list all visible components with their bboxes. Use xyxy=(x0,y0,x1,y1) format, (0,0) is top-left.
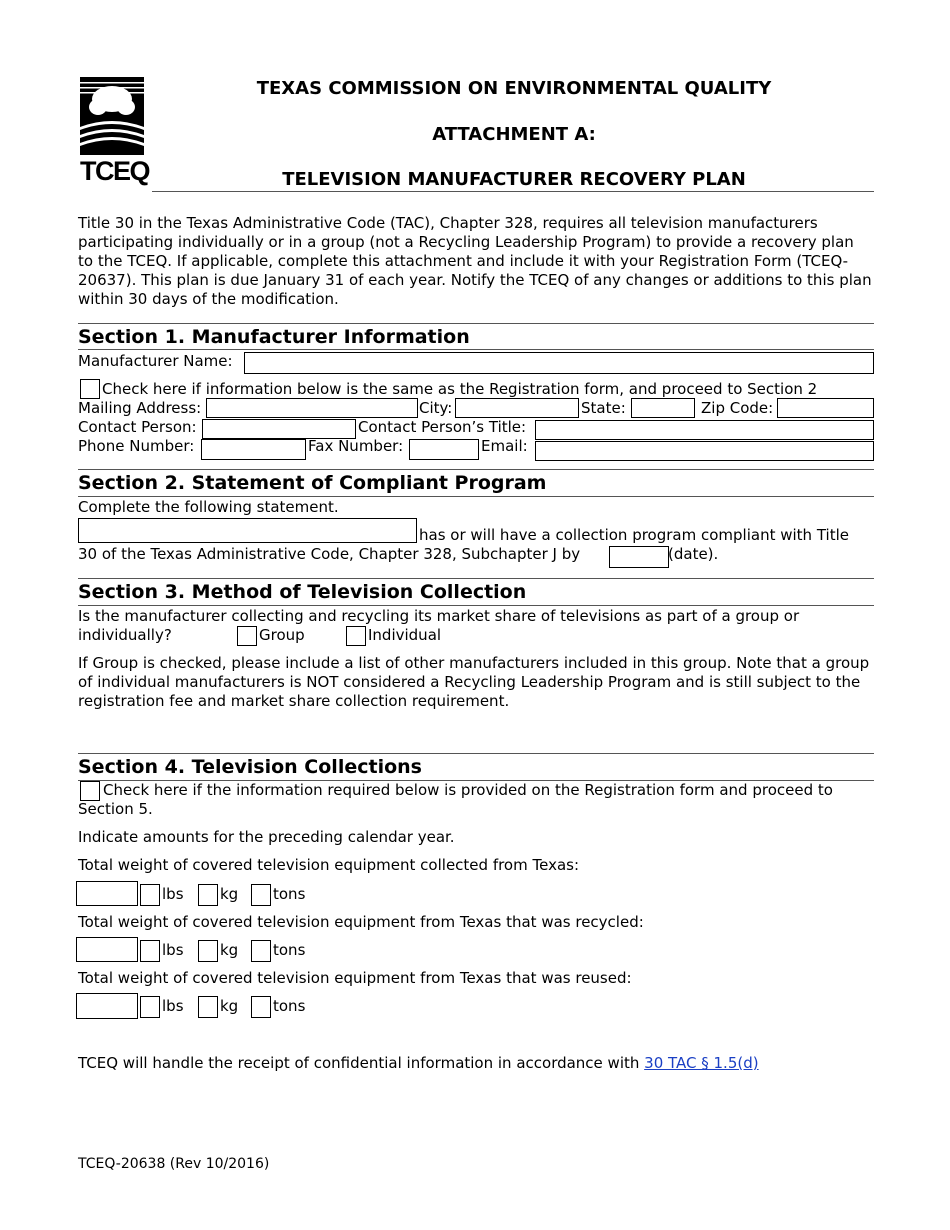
indicate-amounts-text: Indicate amounts for the preceding calendar year. xyxy=(78,828,455,846)
collected-kg-label: kg xyxy=(220,885,239,903)
section4-top-rule xyxy=(78,753,874,754)
section1-heading: Section 1. Manufacturer Information xyxy=(78,326,470,348)
recycled-kg-label: kg xyxy=(220,941,239,959)
mailing-address-label: Mailing Address: xyxy=(78,399,202,417)
reused-tons-label: tons xyxy=(273,997,306,1015)
collected-lbs-label: lbs xyxy=(162,885,184,903)
title-rule xyxy=(152,191,874,192)
phone-number-label: Phone Number: xyxy=(78,437,195,455)
form-id: TCEQ-20638 (Rev 10/2016) xyxy=(78,1156,270,1172)
agency-name: TEXAS COMMISSION ON ENVIRONMENTAL QUALITY xyxy=(256,78,772,99)
individual-label: Individual xyxy=(368,626,442,644)
mailing-address-field[interactable] xyxy=(206,398,418,418)
recycled-lbs-label: lbs xyxy=(162,941,184,959)
recycled-weight-field[interactable] xyxy=(76,937,138,962)
collected-tons-checkbox[interactable] xyxy=(251,884,271,906)
compliance-date-field[interactable] xyxy=(609,546,669,568)
collected-tons-label: tons xyxy=(273,885,306,903)
section4-heading: Section 4. Television Collections xyxy=(78,756,422,778)
recycled-kg-checkbox[interactable] xyxy=(198,940,218,962)
section1-top-rule xyxy=(78,323,874,324)
section2-top-rule xyxy=(78,469,874,470)
tac-link[interactable]: 30 TAC § 1.5(d) xyxy=(644,1054,759,1072)
state-field[interactable] xyxy=(631,398,695,418)
registration-provided-label-line2: Section 5. xyxy=(78,800,153,818)
same-as-registration-label: Check here if information below is the same as the Registration form, and proceed to Section 2 xyxy=(102,380,818,398)
group-note: If Group is checked, please include a list of other manufacturers included in this group. Note that a group of individual manufacturers is NOT considered a Recycling Leadership Program and is still subject to the registration fee and market share collection requirement. xyxy=(78,654,870,710)
compliant-manufacturer-field[interactable] xyxy=(78,518,417,543)
recycled-tons-label: tons xyxy=(273,941,306,959)
intro-paragraph: Title 30 in the Texas Administrative Code (TAC), Chapter 328, requires all television manufacturers participating individually or in a group (not a Recycling Leadership Program) to provide a recovery plan to the TCEQ. If applicable, complete this attachment and include it with your Registration Form (TCEQ-20637). This plan is due January 31 of each year. Notify the TCEQ of any changes or additions to this plan within 30 days of the modification. xyxy=(78,214,872,308)
date-suffix: (date). xyxy=(668,545,719,563)
state-label: State: xyxy=(581,399,626,417)
reused-lbs-label: lbs xyxy=(162,997,184,1015)
fax-number-field[interactable] xyxy=(409,439,479,460)
fax-number-label: Fax Number: xyxy=(308,437,404,455)
recycled-weight-label: Total weight of covered television equipment from Texas that was recycled: xyxy=(78,913,644,931)
reused-tons-checkbox[interactable] xyxy=(251,996,271,1018)
reused-kg-checkbox[interactable] xyxy=(198,996,218,1018)
individual-checkbox[interactable] xyxy=(346,626,366,646)
section3-heading: Section 3. Method of Television Collection xyxy=(78,581,527,603)
contact-title-field[interactable] xyxy=(535,420,874,440)
reused-lbs-checkbox[interactable] xyxy=(140,996,160,1018)
email-label: Email: xyxy=(481,437,528,455)
compliance-statement-part1: has or will have a collection program compliant with Title xyxy=(419,526,849,544)
group-label: Group xyxy=(259,626,305,644)
attachment-label: ATTACHMENT A: xyxy=(432,124,596,145)
collected-weight-field[interactable] xyxy=(76,881,138,906)
recycled-lbs-checkbox[interactable] xyxy=(140,940,160,962)
email-field[interactable] xyxy=(535,441,874,461)
collection-method-question-line1: Is the manufacturer collecting and recycling its market share of televisions as part of a group or xyxy=(78,607,800,625)
collection-method-question-line2: individually? xyxy=(78,626,172,644)
page-title: TELEVISION MANUFACTURER RECOVERY PLAN xyxy=(282,169,746,190)
section2-instruction: Complete the following statement. xyxy=(78,498,339,516)
section3-bottom-rule xyxy=(78,605,874,606)
collected-kg-checkbox[interactable] xyxy=(198,884,218,906)
contact-person-field[interactable] xyxy=(202,419,356,439)
recycled-tons-checkbox[interactable] xyxy=(251,940,271,962)
reused-kg-label: kg xyxy=(220,997,239,1015)
collected-weight-label: Total weight of covered television equipment collected from Texas: xyxy=(78,856,580,874)
compliance-statement-part2: 30 of the Texas Administrative Code, Chapter 328, Subchapter J by xyxy=(78,545,581,563)
reused-weight-field[interactable] xyxy=(76,993,138,1019)
collected-lbs-checkbox[interactable] xyxy=(140,884,160,906)
confidential-notice xyxy=(78,1054,759,1072)
section3-top-rule xyxy=(78,578,874,579)
contact-person-label: Contact Person: xyxy=(78,418,197,436)
section1-bottom-rule xyxy=(78,349,874,350)
section2-heading: Section 2. Statement of Compliant Program xyxy=(78,472,547,494)
city-field[interactable] xyxy=(455,398,579,418)
registration-provided-checkbox[interactable] xyxy=(80,781,100,801)
phone-number-field[interactable] xyxy=(201,439,306,460)
registration-provided-label-line1: Check here if the information required below is provided on the Registration form and proceed to xyxy=(103,781,833,799)
confidential-text: TCEQ will handle the receipt of confidential information in accordance with xyxy=(78,1054,645,1072)
section2-bottom-rule xyxy=(78,496,874,497)
contact-title-label: Contact Person’s Title: xyxy=(358,418,527,436)
city-label: City: xyxy=(419,399,453,417)
manufacturer-name-label: Manufacturer Name: xyxy=(78,352,233,370)
same-as-registration-checkbox[interactable] xyxy=(80,379,100,399)
zip-code-label: Zip Code: xyxy=(701,399,774,417)
zip-code-field[interactable] xyxy=(777,398,874,418)
reused-weight-label: Total weight of covered television equipment from Texas that was reused: xyxy=(78,969,632,987)
manufacturer-name-field[interactable] xyxy=(244,352,874,374)
logo-text: TCEQ xyxy=(80,156,150,186)
group-checkbox[interactable] xyxy=(237,626,257,646)
